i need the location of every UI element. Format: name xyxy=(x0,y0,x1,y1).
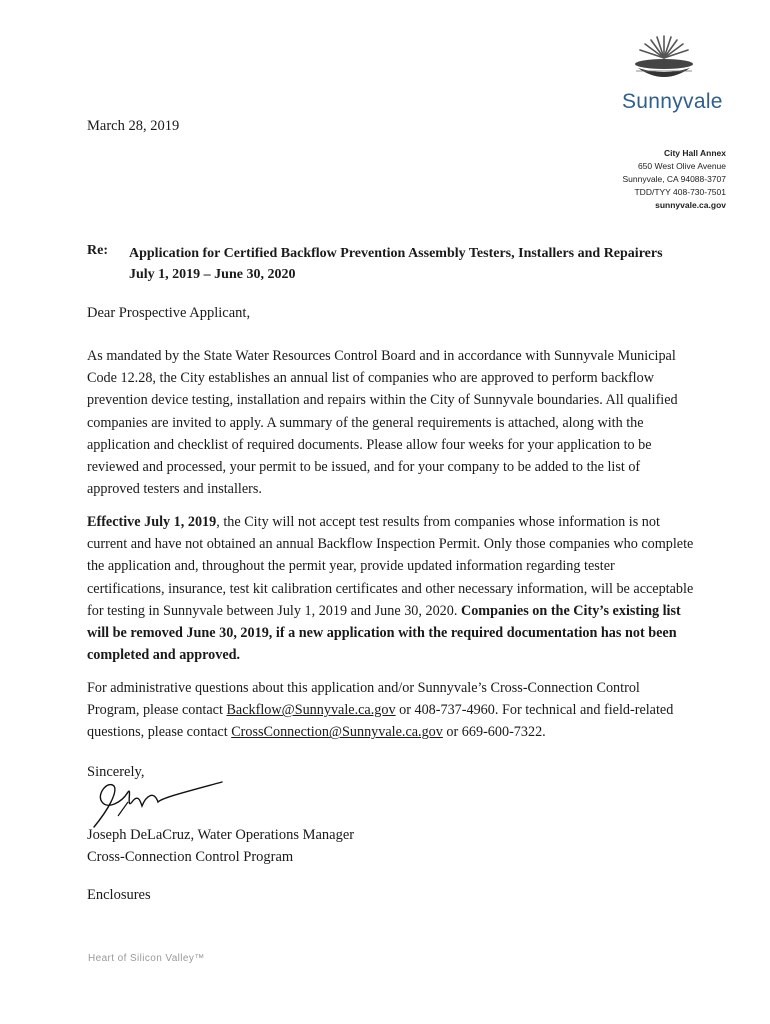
subject-period: July 1, 2019 – June 30, 2020 xyxy=(129,267,296,282)
paragraph-contacts xyxy=(87,677,695,744)
closing: Sincerely, xyxy=(87,764,145,780)
letter-date: March 28, 2019 xyxy=(87,118,180,134)
subject-title: Application for Certified Backflow Prevention Assembly Testers, Installers and Repairers xyxy=(129,246,663,261)
return-address xyxy=(566,147,726,212)
signer-block xyxy=(87,824,354,868)
paragraph-effective-date xyxy=(87,511,695,666)
contact-text-1: For administrative questions about this application and/or Sunnyvale’s Cross-Connection Control Program, please contact xyxy=(87,680,640,719)
removal-notice-bold: Companies on the City’s existing list will be removed June 30, 2019, if a new application with the required documentation has not been completed and approved. xyxy=(87,602,681,664)
brand-name: Sunnyvale xyxy=(622,90,723,113)
website-link[interactable]: sunnyvale.ca.gov xyxy=(655,200,726,210)
contact-text-3: or 669-600-7322. xyxy=(442,724,546,741)
paragraph-requirements: As mandated by the State Water Resources Control Board and in accordance with Sunnyvale Municipal Code 12.28, the City establishes an annual list of companies who are approved to perform backflow prevention device testing, installation and repairs within the City of Sunnyvale boundaries. All qualified companies are invited to apply. A summary of the general requirements is attached, along with the application and checklist of required documents. Please allow four weeks for your application to be reviewed and processed, your permit to be issued, and for your company to be added to the list of approved testers and installers. xyxy=(87,348,678,498)
street-address: 650 West Olive Avenue xyxy=(637,161,726,171)
signer-name: Joseph DeLaCruz, Water Operations Manager xyxy=(87,827,355,843)
salutation: Dear Prospective Applicant, xyxy=(87,305,251,321)
office-name: City Hall Annex xyxy=(663,148,726,158)
re-label: Re: xyxy=(87,243,108,258)
backflow-email-link[interactable]: Backflow@Sunnyvale.ca.gov xyxy=(226,702,396,719)
sunnyvale-sun-logo-icon xyxy=(624,28,704,88)
effective-date-bold: Effective July 1, 2019 xyxy=(87,514,217,530)
enclosures-note: Enclosures xyxy=(87,887,151,903)
subject-line xyxy=(129,243,689,285)
city-state-zip: Sunnyvale, CA 94088-3707 xyxy=(622,174,726,184)
tdd-number: TDD/TYY 408-730-7501 xyxy=(634,187,726,197)
contact-text-2: or 408-737-4960. For technical and field-related questions, please contact xyxy=(87,702,674,741)
signer-program: Cross-Connection Control Program xyxy=(87,849,294,865)
effective-date-body: , the City will not accept test results from companies whose information is not current and have not obtained an annual Backflow Inspection Permit. Only those companies who complete the application and, throughout the permit year, provide updated information regarding tester certifications, insurance, test kit calibration certificates and other necessary information, will be acceptable for testing in Sunnyvale between July 1, 2019 and June 30, 2020. xyxy=(87,514,694,619)
crossconnection-email-link[interactable]: CrossConnection@Sunnyvale.ca.gov xyxy=(231,724,443,741)
footer-tagline: Heart of Silicon Valley™ xyxy=(88,953,205,964)
